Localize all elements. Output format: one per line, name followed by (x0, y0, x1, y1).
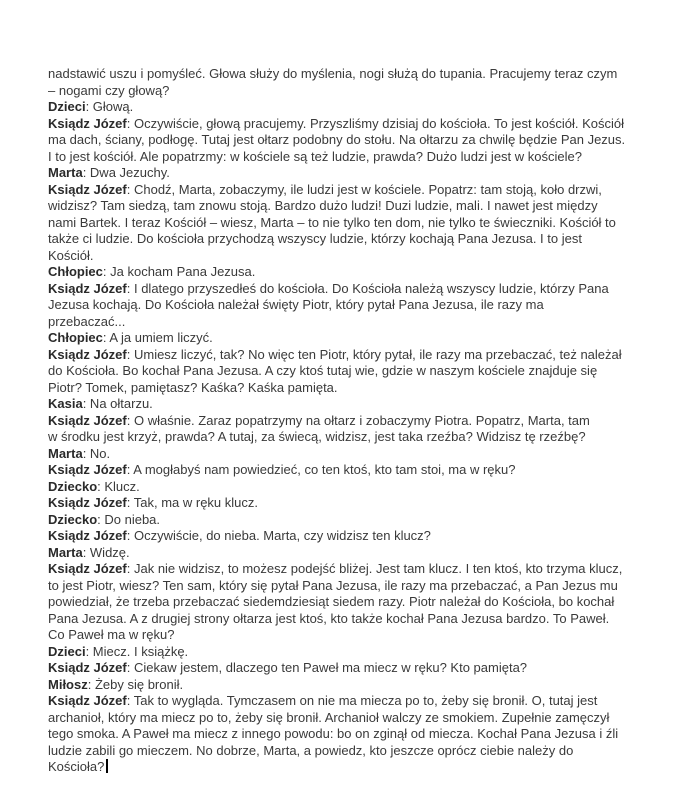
speaker-name: Marta (48, 165, 83, 180)
paragraph-text: : Oczywiście, do nieba. Marta, czy widzisz ten klucz? (126, 528, 431, 543)
paragraph (48, 182, 652, 265)
paragraph (48, 479, 652, 496)
paragraph-text: : Klucz. (97, 478, 140, 494)
paragraph-text: : A ja umiem liczyć. (102, 330, 213, 345)
speaker-name: Dziecko (48, 511, 98, 527)
paragraph-text: : No. (82, 445, 111, 461)
speaker-name: Dziecko (48, 478, 98, 494)
paragraph (48, 644, 652, 661)
paragraph-text: : Jak nie widzisz, to możesz podejść bliżej. Jest tam klucz. I ten ktoś, kto trzyma klucz, to jest Piotr, wiesz? Ten sam, który się pytał Pana Jezusa, ile razy ma przebaczać, a Pan Jezus mu powiedział, że trzeba przebaczać siedemdziesiąt siedem razy. Piotr należał do Kościoła, bo kochał Pana Jezusa. A z drugiej strony ołtarza jest ktoś, kto także kochał Pana Jezusa bardzo. To Paweł. Co Paweł ma w ręku? (48, 561, 623, 642)
speaker-name: Ksiądz Józef (48, 462, 127, 477)
paragraph-text: : Do nieba. (97, 511, 161, 527)
paragraph (48, 495, 652, 512)
paragraph-text: : I dlatego przyszedłeś do kościoła. Do Kościoła należą wszyscy ludzie, którzy Pana Jezusa kochają. Do Kościoła należał święty Piotr, który pytał Pana Jezusa, ile razy ma przebaczać... (48, 280, 609, 329)
paragraph-text: : Dwa Jezuchy. (82, 165, 170, 180)
paragraph (48, 347, 652, 397)
paragraph-text: : Głową. (85, 99, 134, 114)
paragraph-text: : A mogłabyś nam powiedzieć, co ten ktoś, kto tam stoi, ma w ręku? (126, 462, 516, 477)
speaker-name: Marta (48, 445, 83, 461)
paragraph (48, 413, 652, 446)
speaker-name: Ksiądz Józef (48, 280, 127, 296)
paragraph (48, 165, 652, 182)
paragraph (48, 330, 652, 347)
paragraph (48, 281, 652, 331)
speaker-name: Ksiądz Józef (48, 528, 127, 543)
paragraph (48, 545, 652, 562)
speaker-name: Dzieci (48, 643, 86, 659)
paragraph (48, 561, 652, 644)
speaker-name: Ksiądz Józef (48, 412, 127, 428)
paragraph (48, 528, 652, 545)
paragraph (48, 396, 652, 413)
paragraph-text: nadstawić uszu i pomyśleć. Głowa służy do myślenia, nogi służą do tupania. Pracujemy teraz czym – nogami czy głową? (48, 66, 618, 98)
paragraph-text: : Oczywiście, głową pracujemy. Przyszliśmy dzisiaj do kościoła. To jest kościół. Kościół ma dach, ściany, podłogę. Tutaj jest ołtarz podobny do stołu. Na ołtarzu za chwilę będzie Pan Jezus. I to jest kościół. Ale popatrzmy: w kościele są też ludzie, prawda? Dużo ludzi jest w kościele? (48, 115, 626, 164)
paragraph-text: : Umiesz liczyć, tak? No więc ten Piotr, który pytał, ile razy ma przebaczać, też należał do Kościoła. Bo kochał Pana Jezusa. A czy ktoś tutaj wie, gdzie w naszym kościele znajduje się Piotr? Tomek, pamiętasz? Kaśka? Kaśka pamięta. (48, 346, 622, 395)
document-page (48, 66, 652, 776)
paragraph-text: : Ciekaw jestem, dlaczego ten Paweł ma miecz w ręku? Kto pamięta? (126, 660, 528, 675)
paragraph-text: : Tak to wygląda. Tymczasem on nie ma miecza po to, żeby się bronił. O, tutaj jest archanioł, który ma miecz po to, żeby się bronił. Archanioł walczy ze smokiem. Zupełnie zamęczył tego smoka. A Paweł ma miecz z innego powodu: bo on zginął od miecza. Kochał Pana Jezusa i źli ludzie zabili go mieczem. No dobrze, Marta, a powiedz, kto jeszcze oprócz ciebie należy do Kościoła? (48, 693, 619, 774)
paragraph-text: : Tak, ma w ręku klucz. (126, 495, 258, 510)
speaker-name: Dzieci (48, 99, 86, 114)
paragraph (48, 693, 652, 776)
speaker-name: Ksiądz Józef (48, 660, 127, 675)
paragraph-text: : Ja kocham Pana Jezusa. (102, 264, 256, 279)
speaker-name: Kasia (48, 396, 83, 411)
speaker-name: Ksiądz Józef (48, 561, 127, 576)
paragraph-text: : O właśnie. Zaraz popatrzymy na ołtarz i zobaczymy Piotra. Popatrz, Marta, tam w środku jest krzyż, prawda? A tutaj, za świecą, widzisz, jest taka rzeźba? Widzisz tę rzeźbę? (48, 412, 590, 444)
paragraph-text: : Żeby się bronił. (87, 676, 184, 692)
paragraph (48, 446, 652, 463)
paragraph (48, 99, 652, 116)
speaker-name: Ksiądz Józef (48, 115, 127, 131)
paragraph (48, 264, 652, 281)
speaker-name: Chłopiec (48, 330, 103, 345)
speaker-name: Ksiądz Józef (48, 693, 127, 708)
speaker-name: Ksiądz Józef (48, 346, 127, 362)
paragraph-text: : Miecz. I książkę. (85, 643, 189, 659)
speaker-name: Chłopiec (48, 264, 103, 279)
paragraph (48, 462, 652, 479)
paragraph (48, 116, 652, 166)
speaker-name: Miłosz (48, 676, 88, 692)
paragraph (48, 512, 652, 529)
speaker-name: Ksiądz Józef (48, 181, 127, 197)
paragraph (48, 677, 652, 694)
paragraph (48, 66, 652, 99)
paragraph-text: : Na ołtarzu. (82, 396, 153, 411)
speaker-name: Marta (48, 544, 83, 560)
text-cursor (106, 759, 108, 773)
paragraph-text: : Chodź, Marta, zobaczymy, ile ludzi jest w kościele. Popatrz: tam stoją, koło drzwi, widzisz? Tam siedzą, tam znowu stoją. Bardzo dużo ludzi! Duzi ludzie, mali. I nawet jest między nami Bartek. I teraz Kościół – wiesz, Marta – to nie tylko ten dom, nie tylko te świeczniki. Kościół to także ci ludzie. Do kościoła przychodzą wszyscy ludzie, którzy kochają Pana Jezusa. I to jest Kościół. (48, 181, 616, 263)
speaker-name: Ksiądz Józef (48, 495, 127, 510)
paragraph (48, 660, 652, 677)
paragraph-text: : Widzę. (82, 544, 130, 560)
